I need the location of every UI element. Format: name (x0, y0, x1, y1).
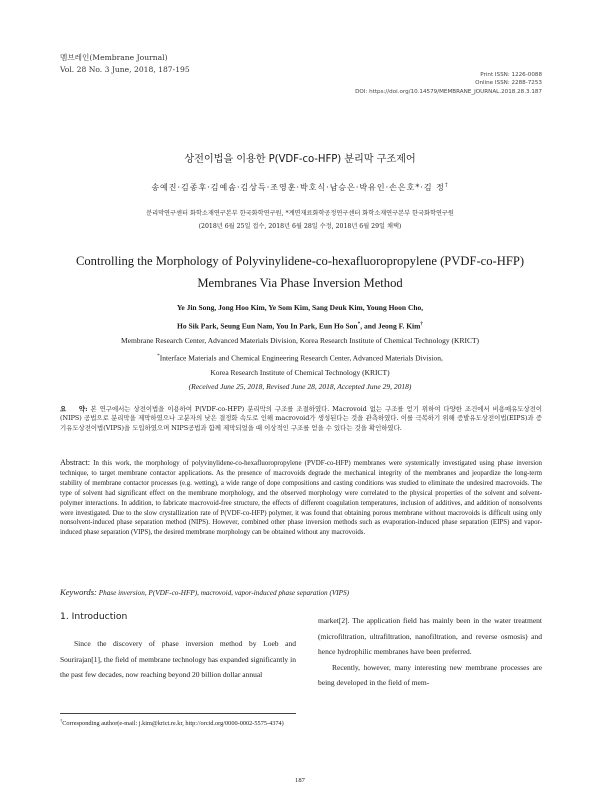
korean-author-dagger: † (444, 182, 449, 189)
english-authors-line1: Ye Jin Song, Jong Hoo Kim, Ye Som Kim, Sang Deuk Kim, Young Hoon Cho, (176, 303, 424, 312)
intro-paragraph-left: Since the discovery of phase inversion method by Loeb and Sourirajan[1], the field of membrane technology has expanded significantly in the past few decades, now reaching beyond 20 billion dollar annual (60, 639, 296, 680)
english-affil-line2 (0, 349, 600, 366)
footnote (60, 718, 284, 727)
print-issn: Print ISSN: 1226-0088 (480, 72, 542, 78)
korean-dates: (2018년 6월 25일 접수, 2018년 6월 28일 수정, 2018년 6월 29일 채택) (198, 223, 402, 230)
journal-volume: Vol. 28 No. 3 June, 2018, 187-195 (60, 65, 190, 74)
left-column (60, 611, 296, 683)
english-affil-line2-text: Interface Materials and Chemical Engineering Research Center, Advanced Materials Division, (159, 353, 443, 363)
english-abstract-text: In this work, the morphology of polyvinylidene-co-hexafluoropropylene (PVDF-co-HFP) membranes were systemically investigated using phase inversion technique, to target membrane contactor applications. As the presence of macrovoids degrade the mechanical integrity of the membranes and jeopardize the long-term stability of membrane contactor processes (e.g. wetting), a wide range of dope compositions and casting conditions was studied to eliminate the undesired macrovoids. The type of solvent had significant effect on the membrane morphology, and the observed morphology were correlated to the physical properties of the solvent and solvent-polymer interactions. In addition, to fabricate macrovoid-free structure, the effects of different coagulation temperatures, inclusion of additives, and addition of nonsolvents were investigated. Due to the slow crystallization rate of P(VDF-co-HFP) polymer, it was found that obtaining porous membrane without macrovoids is difficult using only nonsolvent-induced phase separation method (NIPS). However, combined other phase inversion methods such as evaporation-induced phase separation (EIPS) and vapor-induced phase separation (VIPS), the desired membrane morphology can be obtained without any macrovoids. (60, 460, 542, 537)
footnote-dagger: † (60, 718, 63, 723)
page-number: 187 (295, 777, 305, 784)
right-column (318, 613, 542, 691)
english-authors-line2a: Ho Sik Park, Seung Eun Nam, You In Park, Eun Ho Son (176, 321, 358, 331)
keywords-label: Keywords: (60, 587, 97, 597)
footnote-divider (60, 713, 296, 714)
received-dates: (Received June 25, 2018, Revised June 28, 2018, Accepted June 29, 2018) (188, 382, 412, 392)
online-issn: Online ISSN: 2288-7253 (475, 80, 542, 87)
intro-paragraph-right-1: market[2]. The application field has mainly been in the water treatment (microfiltration, ultrafiltration, nanofiltration, and reverse osmosis) and hence hydrophilic membranes have been preferred. (318, 616, 542, 657)
english-authors-line2b: , and Jeong F. Kim (360, 321, 421, 331)
korean-abstract-text: 본 연구에서는 상전이법을 이용하여 P(VDF-co-HFP) 분리막의 구조를 조절하였다. Macrovoid 없는 구조를 얻기 위하여 다양한 조건에서 비용매유도상전이(NIPS) 공법으로 분리막을 제막하였으나 고분자의 낮은 결정화 속도로 인해 macrovoid가 생성된다는 것을 관측하였다. 이를 극복하기 위해 증발유도상전이법(EIPS)과 증기유도상전이법(VIPS)을 도입하였으며 NIPS공법과 함께 제막되었을 때 이상적인 구조를 얻을 수 있다는 것을 확인하였다. (60, 405, 542, 432)
issn-block (355, 71, 542, 96)
korean-authors (0, 182, 600, 193)
english-abstract (60, 458, 542, 538)
author-dagger-mark: † (420, 321, 424, 327)
korean-author-list: 송예진·김종후·김예솜·김상득·조영훈·박호식·남승은·박유인·손은호*·김 정 (151, 183, 445, 192)
author-star-mark: * (357, 321, 361, 327)
english-title-line1: Controlling the Morphology of Polyvinylidene-co-hexafluoropropylene (PVDF-co-HFP) (75, 254, 525, 268)
keywords-text: Phase inversion, P(VDF-co-HFP), macrovoid, vapor-induced phase separation (VIPS) (98, 589, 350, 597)
korean-title: 상전이법을 이용한 P(VDF-co-HFP) 분리막 구조제어 (184, 154, 416, 165)
journal-name: 멤브레인(Membrane Journal) (60, 53, 168, 62)
keywords (60, 587, 542, 597)
doi[interactable]: DOI: https://doi.org/10.14579/MEMBRANE_JOURNAL.2018.28.3.187 (355, 88, 542, 95)
journal-header (60, 52, 190, 76)
english-authors-line2 (0, 316, 600, 335)
affil-star-mark: * (157, 352, 160, 359)
korean-affiliation (0, 207, 600, 233)
english-abstract-label: Abstract: (60, 458, 91, 467)
english-affiliation (0, 334, 600, 395)
korean-abstract-label: 요 약: (60, 405, 88, 413)
english-affil-line3: Korea Research Institute of Chemical Technology (KRICT) (210, 367, 390, 377)
footnote-text: Corresponding author(e-mail: j.kim@krict.re.kr, http://orcid.org/0000-0002-5575-4374) (62, 720, 284, 728)
english-authors (0, 299, 600, 335)
korean-affiliation-line: 분리막연구센터 화학소재연구본부 한국화학연구원, *계면재료화학공정연구센터 화학소재연구본부 한국화학연구원 (146, 210, 454, 217)
english-title (0, 250, 600, 294)
english-affil-line1: Membrane Research Center, Advanced Materials Division, Korea Research Institute of Chemical Technology (KRICT) (120, 336, 480, 345)
intro-paragraph-right-2: Recently, however, many interesting new membrane processes are being developed in the field of mem- (318, 662, 542, 688)
section-heading: 1. Introduction (60, 611, 128, 622)
korean-abstract (60, 405, 542, 433)
english-title-line2: Membranes Via Phase Inversion Method (197, 276, 403, 290)
